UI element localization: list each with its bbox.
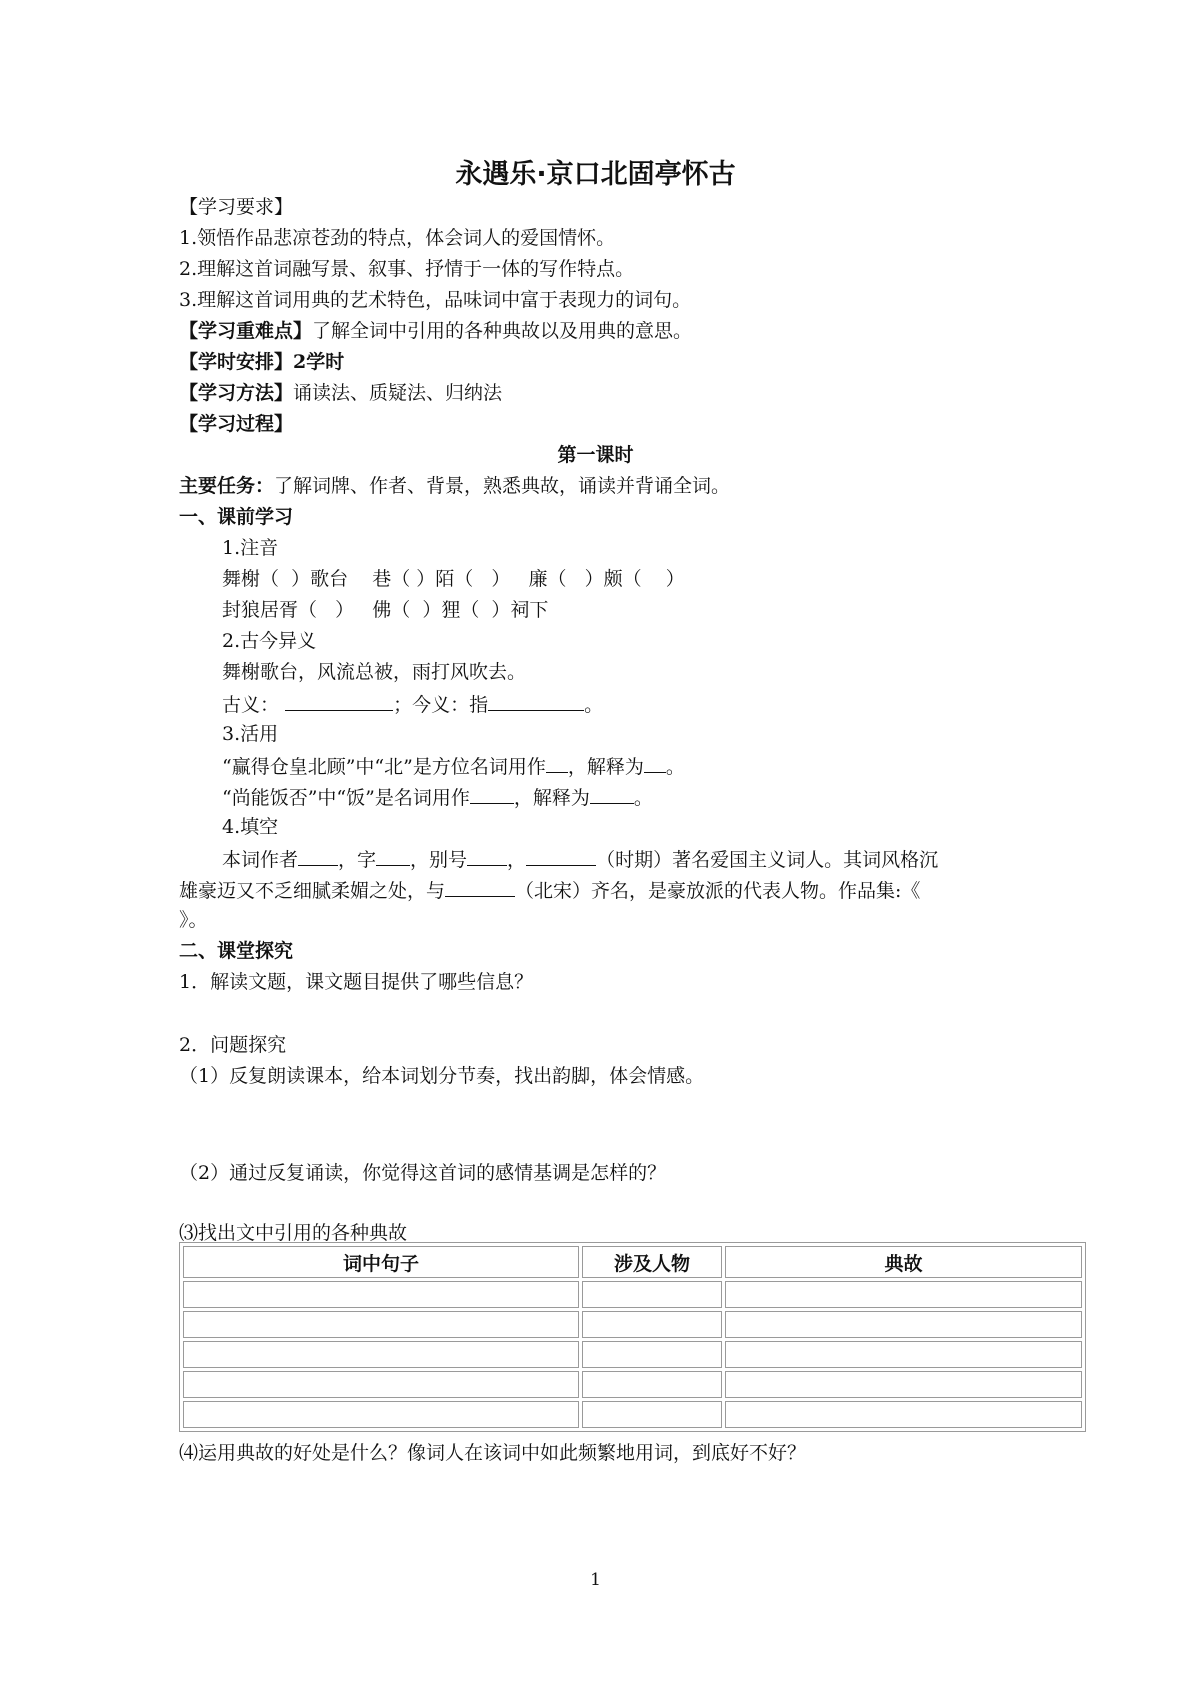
period-blank[interactable] [526,845,596,866]
fill-paragraph-line [222,845,938,873]
fill-text: ， [507,849,527,871]
usage-text: 。 [633,787,653,809]
usage-item [222,783,653,811]
fill-label: 4.填空 [222,816,279,838]
table-cell[interactable] [183,1311,579,1338]
usage-text: 。 [665,756,685,778]
usage-blank[interactable] [644,752,666,773]
lesson-heading: 第一课时 [557,444,634,466]
table-cell[interactable] [582,1371,722,1398]
key-points-label: 【学习重难点】 [179,320,313,342]
table-row [183,1311,1082,1338]
fill-paragraph-line: 》。 [179,909,208,931]
ancient-meaning-blank[interactable] [285,690,393,711]
question: 1．解读文题，课文题目提供了哪些信息？ [179,971,534,993]
ancient-modern-fill [222,690,603,718]
usage-text: ，解释为 [513,787,590,809]
table-header-row [183,1246,1082,1278]
ancient-modern-sentence: 舞榭歌台，风流总被，雨打风吹去。 [222,661,527,683]
peer-poet-blank[interactable] [445,876,515,897]
requirements-heading: 【学习要求】 [179,196,294,218]
pinyin-line: 封狼居胥（ ） 佛（ ）狸（ ）祠下 [222,599,549,621]
main-task-text: 了解词牌、作者、背景，熟悉典故，诵读并背诵全词。 [274,475,731,497]
table-cell[interactable] [183,1401,579,1428]
methods-text: 诵读法、质疑法、归纳法 [293,382,503,404]
usage-label: 3.活用 [222,723,279,745]
ancient-modern-label: 2.古今异义 [222,630,317,652]
schedule [179,349,344,375]
usage-text: “尚能饭否”中“饭”是名词用作 [222,787,470,809]
table-cell[interactable] [582,1401,722,1428]
fill-text: 本词作者 [222,849,299,871]
main-task [179,473,730,499]
table-row [183,1371,1082,1398]
page-number: 1 [590,1570,601,1590]
table-header-person: 涉及人物 [582,1246,722,1278]
table-cell[interactable] [725,1371,1082,1398]
usage-blank[interactable] [470,783,514,804]
fill-text: ，别号 [410,849,468,871]
usage-item [222,752,685,780]
question: ⑶找出文中引用的各种典故 [179,1222,408,1244]
methods-label: 【学习方法】 [179,382,294,404]
table-cell[interactable] [725,1311,1082,1338]
modern-meaning-label: ；今义：指 [393,694,489,716]
table-cell[interactable] [582,1281,722,1308]
usage-blank[interactable] [546,752,568,773]
question: （1）反复朗读课本，给本词划分节奏，找出韵脚，体会情感。 [179,1065,705,1087]
allusion-table [179,1242,1086,1432]
key-points [179,318,692,344]
key-points-text: 了解全词中引用的各种典故以及用典的意思。 [312,320,693,342]
period: 。 [584,694,604,716]
author-name-blank[interactable] [298,845,338,866]
process-heading: 【学习过程】 [179,413,294,435]
table-header-allusion: 典故 [725,1246,1082,1278]
section-heading: 二、课堂探究 [179,940,294,962]
table-header-sentence: 词中句子 [183,1246,579,1278]
fill-text: （北宋）齐名，是豪放派的代表人物。作品集:《 [515,880,921,902]
pinyin-line: 舞榭（ ）歌台 巷（ ）陌（ ） 廉（ ）颇（ ） [222,568,685,590]
fill-paragraph-line [179,876,920,904]
usage-text: ，解释为 [567,756,644,778]
table-cell[interactable] [183,1281,579,1308]
ancient-meaning-label: 古义： [222,694,280,716]
table-cell[interactable] [183,1371,579,1398]
table-cell[interactable] [582,1311,722,1338]
pen-name-blank[interactable] [467,845,507,866]
requirement-item: 1.领悟作品悲凉苍劲的特点，体会词人的爱国情怀。 [179,227,616,249]
schedule-text: 2学时 [293,351,345,373]
question: 2．问题探究 [179,1034,287,1056]
usage-blank[interactable] [590,783,634,804]
fill-text: ，字 [338,849,377,871]
methods [179,380,502,406]
section-heading: 一、课前学习 [179,506,294,528]
page-title: 永遇乐·京口北固亭怀古 [455,159,736,190]
requirement-item: 3.理解这首词用典的艺术特色，品味词中富于表现力的词句。 [179,289,692,311]
table-row [183,1401,1082,1428]
main-task-label: 主要任务： [179,475,275,497]
pinyin-label: 1.注音 [222,537,279,559]
table-row [183,1281,1082,1308]
table-row [183,1341,1082,1368]
schedule-label: 【学时安排】 [179,351,294,373]
table-cell[interactable] [582,1341,722,1368]
fill-text: 雄豪迈又不乏细腻柔媚之处，与 [179,880,446,902]
table-cell[interactable] [725,1281,1082,1308]
question: ⑷运用典故的好处是什么？像词人在该词中如此频繁地用词，到底好不好？ [179,1442,807,1464]
table-cell[interactable] [183,1341,579,1368]
courtesy-name-blank[interactable] [376,845,410,866]
table-cell[interactable] [725,1401,1082,1428]
modern-meaning-blank[interactable] [488,690,584,711]
question: （2）通过反复诵读，你觉得这首词的感情基调是怎样的？ [179,1162,667,1184]
table-cell[interactable] [725,1341,1082,1368]
requirement-item: 2.理解这首词融写景、叙事、抒情于一体的写作特点。 [179,258,635,280]
usage-text: “赢得仓皇北顾”中“北”是方位名词用作 [222,756,546,778]
fill-text: （时期）著名爱国主义词人。其词风格沉 [596,849,939,871]
